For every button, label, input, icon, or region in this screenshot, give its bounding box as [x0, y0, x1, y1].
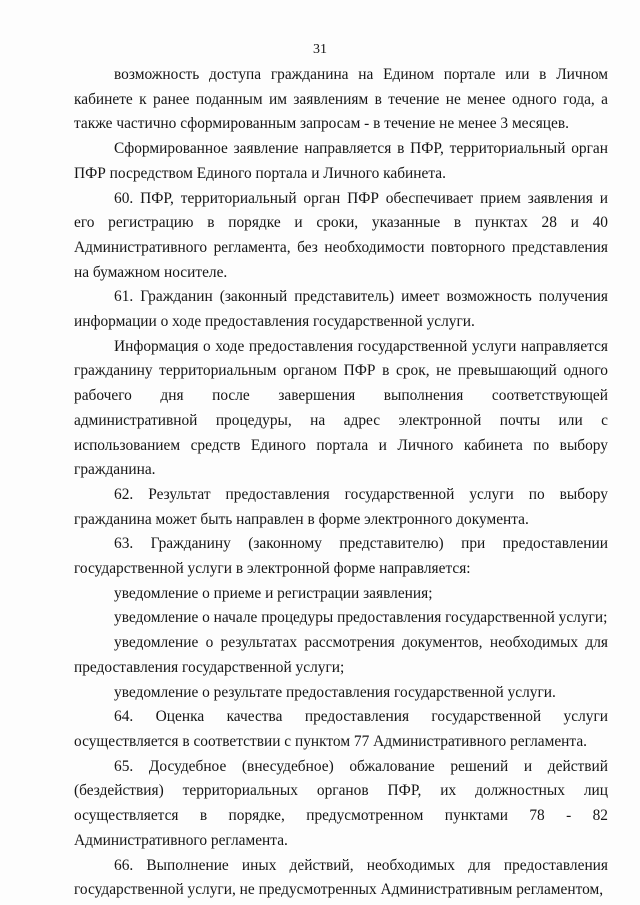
paragraph-62: 62. Результат предоставления государственной услуги по выбору гражданина может быть направлен в форме электронного документа. [74, 485, 608, 528]
paragraph-65: 65. Досудебное (внесудебное) обжалование решений и действий (бездействия) территориальных органов ПФР, их должностных лиц осуществляется в порядке, предусмотренном пунктами 78 - 82 Административного регламента. [74, 757, 608, 849]
notification-item-result: уведомление о результате предоставления государственной услуги. [114, 683, 556, 701]
notification-item-receipt: уведомление о приеме и регистрации заявления; [114, 584, 433, 602]
paragraph-61: 61. Гражданин (законный представитель) имеет возможность получения информации о ходе предоставления государственной услуги. [74, 288, 608, 331]
notification-item-review: уведомление о результатах рассмотрения документов, необходимых для предоставления государственной услуги; [74, 634, 608, 676]
paragraph-63: 63. Гражданину (законному представителю) при предоставлении государственной услуги в электронной форме направляется: [74, 535, 608, 578]
paragraph-60: 60. ПФР, территориальный орган ПФР обеспечивает прием заявления и его регистрацию в порядке и сроки, указанные в пунктах 28 и 40 Административного регламента, без необходимости повторного представления на бумажном носителе. [74, 189, 608, 281]
notification-item-start: уведомление о начале процедуры предоставления государственной услуги; [114, 609, 608, 627]
page-number: 31 [313, 42, 327, 57]
paragraph-66: 66. Выполнение иных действий, необходимых для предоставления государственной услуги, не предусмотренных Административным регламентом, [74, 856, 608, 899]
paragraph-submission: Сформированное заявление направляется в ПФР, территориальный орган ПФР посредством Единого портала и Личного кабинета. [74, 140, 608, 182]
document-body [74, 63, 608, 903]
paragraph-info-progress: Информация о ходе предоставления государственной услуги направляется гражданину территориальным органом ПФР в срок, не превышающий одного рабочего дня после завершения выполнения соответствующей административной процедуры, на адрес электронной почты или с использованием средств Единого портала и Личного кабинета по выбору гражданина. [74, 337, 608, 479]
paragraph-continuation: возможность доступа гражданина на Едином портале или в Личном кабинете к ранее поданным им заявлениям в течение не менее одного года, а также частично сформированным запросам - в течение не менее 3 месяцев. [74, 66, 608, 133]
paragraph-64: 64. Оценка качества предоставления государственной услуги осуществляется в соответствии с пунктом 77 Административного регламента. [74, 708, 608, 750]
